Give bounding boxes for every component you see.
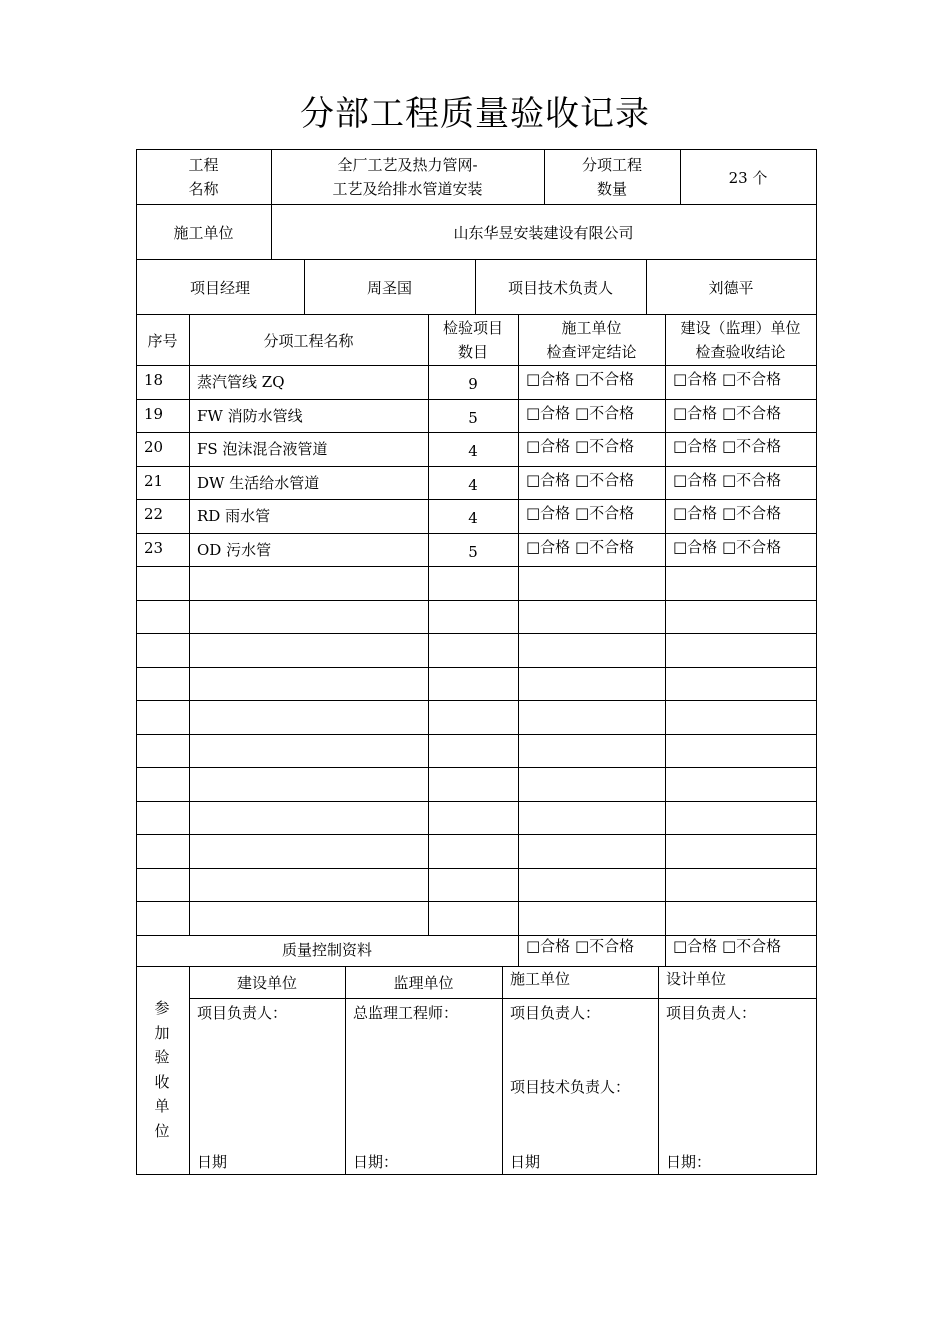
participating-units-label: 参 加 验 收 单 位 <box>154 999 170 1140</box>
sign-date-2: 日期： <box>353 1153 399 1171</box>
row-divider <box>136 700 816 701</box>
sign-person-2: 总监理工程师： <box>353 1004 459 1022</box>
row-name: FW 消防水管线 <box>197 407 303 425</box>
col-header-supervise: 建设（监理）单位 检查验收结论 <box>680 319 801 361</box>
row-divider <box>136 466 816 467</box>
sign-person-3: 项目负责人： <box>510 1004 601 1022</box>
row-divider <box>136 533 816 534</box>
quality-control-label: 质量控制资料 <box>281 941 372 959</box>
row-count: 5 <box>468 409 478 427</box>
row-divider <box>136 365 816 366</box>
row-no: 18 <box>144 371 164 389</box>
row-divider <box>136 801 816 802</box>
sign-unit-4: 设计单位 <box>666 970 727 988</box>
row-name: OD 污水管 <box>197 541 272 559</box>
construct-check: □合格 □不合格 <box>526 504 635 522</box>
pm-label: 项目经理 <box>189 279 250 297</box>
row-count: 9 <box>468 375 478 393</box>
project-name-label: 工程 名称 <box>188 156 219 198</box>
sign-person-4: 项目负责人： <box>666 1004 757 1022</box>
row-name: 蒸汽管线 ZQ <box>197 373 285 391</box>
sign-date-4: 日期： <box>666 1153 712 1171</box>
supervise-check: □合格 □不合格 <box>673 471 782 489</box>
construct-check: □合格 □不合格 <box>526 404 635 422</box>
row-divider <box>136 204 816 205</box>
sign-person-1: 项目负责人： <box>197 1004 288 1022</box>
row-divider <box>189 998 816 999</box>
row-divider <box>136 600 816 601</box>
sign-date-3: 日期 <box>510 1153 541 1171</box>
tech-label: 项目技术负责人 <box>507 279 613 297</box>
row-divider <box>136 633 816 634</box>
row-name: FS 泡沫混合液管道 <box>197 440 328 458</box>
supervise-check: □合格 □不合格 <box>673 370 782 388</box>
col-divider <box>518 314 519 966</box>
quality-construct-check: □合格 □不合格 <box>526 937 635 955</box>
row-divider <box>136 868 816 869</box>
supervise-check: □合格 □不合格 <box>673 437 782 455</box>
row-count: 5 <box>468 543 478 561</box>
row-no: 22 <box>144 505 164 523</box>
row-name: RD 雨水管 <box>197 507 271 525</box>
row-divider <box>136 314 816 315</box>
supervise-check: □合格 □不合格 <box>673 538 782 556</box>
constructor-label: 施工单位 <box>173 224 234 242</box>
col-header-no: 序号 <box>147 332 178 350</box>
row-divider <box>136 834 816 835</box>
row-name: DW 生活给水管道 <box>197 474 320 492</box>
col-header-count: 检验项目 数目 <box>442 319 503 361</box>
supervise-check: □合格 □不合格 <box>673 504 782 522</box>
pm-value: 周圣国 <box>366 279 412 297</box>
page-title: 分部工程质量验收记录 <box>300 94 650 134</box>
row-divider <box>136 901 816 902</box>
project-name-value: 全厂工艺及热力管网- 工艺及给排水管道安装 <box>332 156 483 198</box>
row-count: 4 <box>468 442 478 460</box>
row-no: 19 <box>144 405 164 423</box>
constructor-value: 山东华昱安装建设有限公司 <box>453 224 634 242</box>
construct-check: □合格 □不合格 <box>526 471 635 489</box>
sub-count-label: 分项工程 数量 <box>581 156 642 198</box>
sub-count-value: 23 个 <box>728 169 768 187</box>
supervise-check: □合格 □不合格 <box>673 404 782 422</box>
row-divider <box>136 566 816 567</box>
sign-tech-person: 项目技术负责人： <box>510 1078 631 1096</box>
row-divider <box>136 667 816 668</box>
sign-unit-1: 建设单位 <box>236 974 297 992</box>
row-divider <box>136 399 816 400</box>
sign-unit-2: 监理单位 <box>393 974 454 992</box>
construct-check: □合格 □不合格 <box>526 538 635 556</box>
row-divider <box>136 767 816 768</box>
construct-check: □合格 □不合格 <box>526 370 635 388</box>
row-no: 20 <box>144 438 164 456</box>
col-header-construct: 施工单位 检查评定结论 <box>546 319 637 361</box>
construct-check: □合格 □不合格 <box>526 437 635 455</box>
row-count: 4 <box>468 509 478 527</box>
col-header-name: 分项工程名称 <box>263 332 354 350</box>
row-no: 23 <box>144 539 164 557</box>
row-no: 21 <box>144 472 164 490</box>
row-divider <box>136 259 816 260</box>
col-divider <box>665 314 666 966</box>
quality-supervise-check: □合格 □不合格 <box>673 937 782 955</box>
sign-date-1: 日期 <box>197 1153 228 1171</box>
col-divider <box>428 314 429 935</box>
col-divider <box>189 314 190 935</box>
sign-unit-3: 施工单位 <box>510 970 571 988</box>
row-count: 4 <box>468 476 478 494</box>
tech-value: 刘德平 <box>708 279 754 297</box>
row-divider <box>136 734 816 735</box>
row-divider <box>136 432 816 433</box>
row-divider <box>136 499 816 500</box>
